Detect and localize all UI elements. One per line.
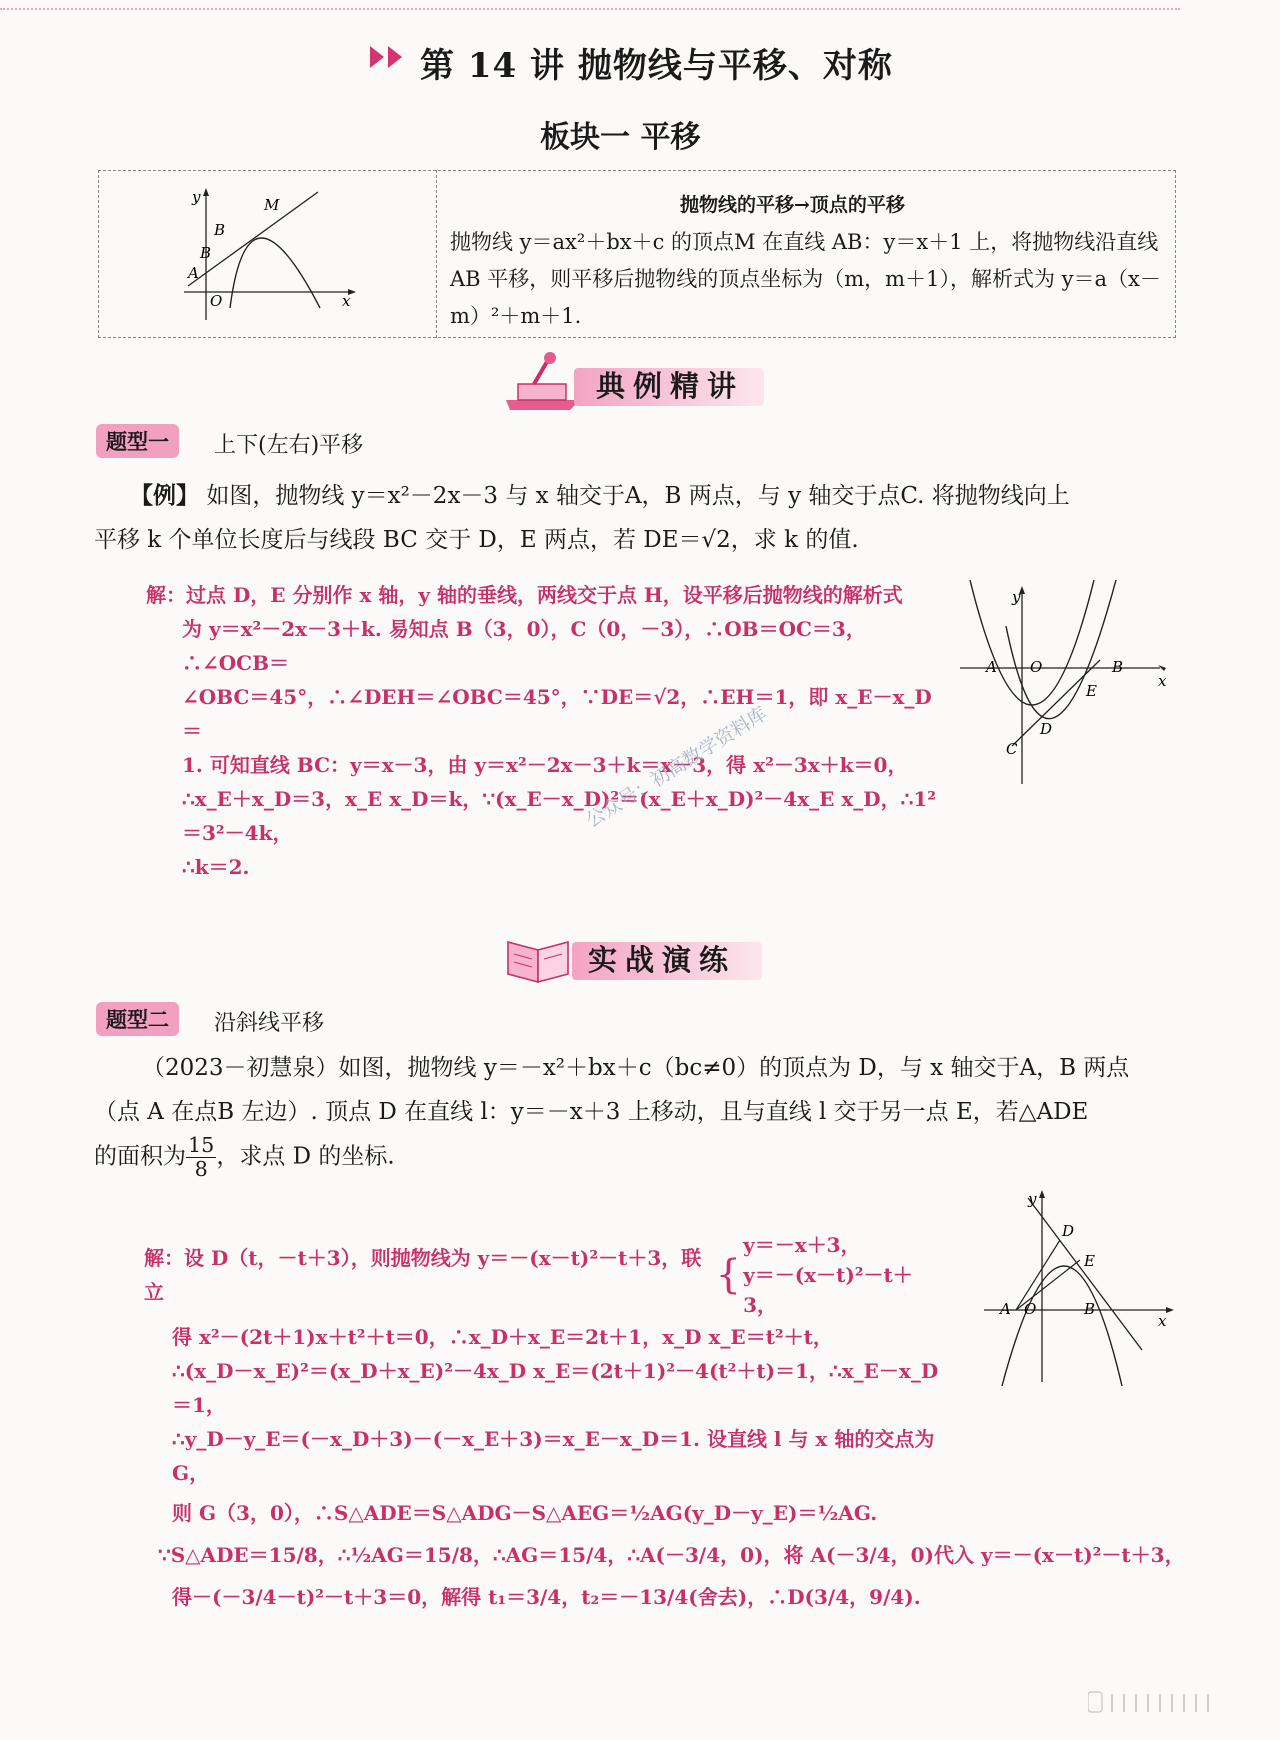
svg-text:D: D — [1040, 720, 1053, 738]
practice-solution: 解：设 D（t，－t＋3），则抛物线为 y＝－(x－t)²－t＋3，联立 { y＝－x＋3， y＝－(x－t)²－t＋3， 得 x²－(2t＋1)x＋t²＋t＝0，∴x_D＋x_E＝2t＋1，x_D x_E＝t²＋t， ∴(x_D－x_E)²＝(x_D＋x_E)²－4x_D x_E＝(2t＋1)²－4(t²＋t)＝1，∴x_E－x_D＝1， ∴y_D－y_E＝(－x_D＋3)－(－x_E＋3)＝x_E－x_D＝1. 设直线 l 与 x 轴的交点为 G， 则 G（3，0），∴S△ADE＝S△ADG－S△AEG＝½AG(y_D－y_E)＝½AG. ∵S△ADE＝15/8，∴½AG＝15/8，∴AG＝15/4，∴A(－3/4，0)，将 A(－3/4，0)代入 y＝－(x－t)²－t＋3， 得－(－3/4－t)²－t＋3＝0，解得 t₁＝3/4，t₂＝－13/4(舍去)，∴D(3/4，9/4). — [144, 1233, 1185, 1609]
practice-banner: 实战演练 — [588, 943, 737, 977]
examples-banner: 典例精讲 — [596, 369, 745, 403]
fig1-label-b: B — [214, 221, 226, 239]
svg-text:x: x — [1158, 1312, 1167, 1330]
svg-text:y: y — [1012, 588, 1021, 606]
section-title: 板块一 平移 — [540, 120, 701, 155]
svg-text:x: x — [1158, 672, 1167, 690]
watermark-text: 公众号：初高数学资料库 — [582, 702, 772, 833]
topic1-tag: 题型一 — [96, 424, 179, 458]
svg-text:C: C — [1006, 740, 1018, 758]
translation-figure — [170, 180, 370, 330]
page-edge-marks — [1088, 1690, 1248, 1714]
svg-text:A: A — [1000, 1300, 1011, 1318]
svg-text:O: O — [210, 292, 223, 310]
svg-text:D: D — [1062, 1222, 1075, 1240]
svg-text:A: A — [188, 264, 199, 282]
practice-figure — [972, 1186, 1182, 1386]
svg-text:M: M — [264, 196, 280, 214]
svg-text:x: x — [342, 292, 351, 310]
svg-text:B: B — [1084, 1300, 1096, 1318]
summary-box-divider — [436, 170, 437, 338]
example-solution: 解：过点 D，E 分别作 x 轴，y 轴的垂线，两线交于点 H，设平移后抛物线的解析式 为 y＝x²－2x－3＋k. 易知点 B（3，0），C（0，－3），∴OB＝OC＝3，∴∠OCB＝ ∠OBC＝45°，∴∠DEH＝∠OBC＝45°，∵DE＝√2，∴EH＝1，即 x_E－x_D＝ 1. 可知直线 BC：y＝x－3，由 y＝x²－2x－3＋k＝x－3，得 x²－3x＋k＝0， ∴x_E＋x_D＝3，x_E x_D＝k，∵(x_E－x_D)²＝(x_E＋x_D)²－4x_E x_D，∴1²＝3²－4k， ∴k＝2. — [146, 583, 937, 879]
topic2-tag: 题型二 — [96, 1002, 179, 1036]
svg-text:B: B — [1112, 658, 1124, 676]
example-problem: 【例】 如图，抛物线 y＝x²－2x－3 与 x 轴交于A，B 两点，与 y 轴交于点C. 将抛物线向上 平移 k 个单位长度后与线段 BC 交于 D，E 两点，若 DE＝√2，求 k 的值. — [94, 482, 1070, 553]
top-dotted-rule — [0, 0, 1180, 10]
chapter-title: 第 14 讲 抛物线与平移、对称 — [420, 46, 893, 86]
svg-text:E: E — [1084, 1252, 1095, 1270]
svg-text:y: y — [192, 188, 201, 206]
practice-problem: （2023－初慧泉）如图，抛物线 y＝－x²＋bx＋c（bc≠0）的顶点为 D，与 x 轴交于A，B 两点 （点 A 在点B 左边）. 顶点 D 在直线 l：y＝－x＋3 上移动，且与直线 l 交于另一点 E，若△ADE 的面积为 $\frac{15}{8}$ ，求点 D 的坐标. — [94, 1055, 1130, 1181]
svg-text:A: A — [986, 658, 997, 676]
svg-text:E: E — [1086, 682, 1097, 700]
svg-text:B: B — [200, 244, 212, 262]
svg-text:O: O — [1024, 1300, 1037, 1318]
double-chevron-icon — [370, 44, 414, 70]
topic2-title: 沿斜线平移 — [214, 1011, 325, 1036]
svg-text:y: y — [1028, 1190, 1037, 1208]
book-icon — [504, 930, 574, 984]
svg-text:O: O — [1030, 658, 1043, 676]
topic1-title: 上下(左右)平移 — [214, 433, 364, 458]
summary-box-title: 抛物线的平移→顶点的平移 — [680, 194, 905, 216]
summary-box-text: 抛物线 y＝ax²＋bx＋c 的顶点M 在直线 AB：y＝x＋1 上，将抛物线沿直线 AB 平移，则平移后抛物线的顶点坐标为（m，m＋1），解析式为 y＝a（x－m）²＋m＋1. — [450, 230, 1161, 328]
example-figure — [950, 580, 1180, 790]
